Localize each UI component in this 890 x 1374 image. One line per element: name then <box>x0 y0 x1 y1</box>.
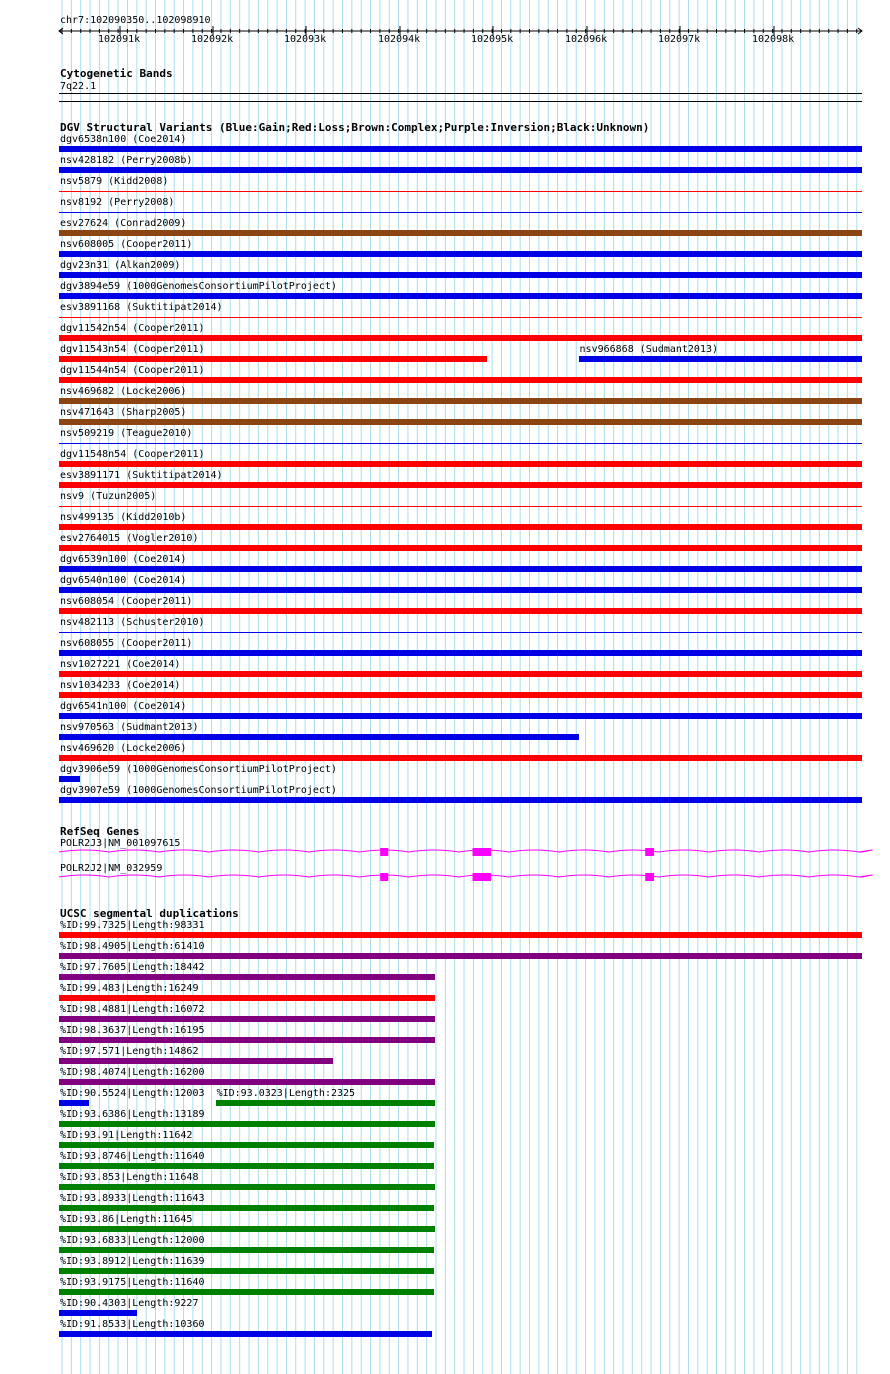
segdup-feature-label[interactable]: %ID:93.8933|Length:11643 <box>60 1193 205 1204</box>
segdup-feature-label[interactable]: %ID:97.571|Length:14862 <box>60 1046 199 1057</box>
dgv-feature-label[interactable]: nsv608054 (Cooper2011) <box>60 596 193 607</box>
dgv-feature-bar[interactable] <box>59 317 862 318</box>
dgv-feature-bar[interactable] <box>59 335 862 341</box>
refseq-exon[interactable] <box>473 848 491 856</box>
dgv-feature-label[interactable]: dgv6540n100 (Coe2014) <box>60 575 187 586</box>
dgv-feature-label[interactable]: nsv608055 (Cooper2011) <box>60 638 193 649</box>
segdup-feature-bar[interactable] <box>59 1016 435 1022</box>
dgv-feature-label[interactable]: nsv1034233 (Coe2014) <box>60 680 181 691</box>
dgv-track-title: DGV Structural Variants (Blue:Gain;Red:Loss;Brown:Complex;Purple:Inversion;Black:Unknown) <box>60 121 650 134</box>
dgv-feature-bar[interactable] <box>59 146 862 152</box>
segdup-feature-label[interactable]: %ID:93.6386|Length:13189 <box>60 1109 205 1120</box>
segdup-feature-label[interactable]: %ID:98.4074|Length:16200 <box>60 1067 205 1078</box>
refseq-gene-label[interactable]: POLR2J3|NM_001097615 <box>60 838 181 849</box>
dgv-feature-bar[interactable] <box>59 443 862 444</box>
segdup-feature-label[interactable]: %ID:99.483|Length:16249 <box>60 983 199 994</box>
dgv-feature-bar[interactable] <box>59 713 862 719</box>
ruler-tick-label: 102095k <box>471 34 514 45</box>
dgv-feature-bar[interactable] <box>59 734 579 740</box>
dgv-feature-bar[interactable] <box>59 797 862 803</box>
dgv-feature-bar[interactable] <box>59 461 862 467</box>
segdup-feature-label[interactable]: %ID:93.853|Length:11648 <box>60 1172 199 1183</box>
dgv-feature-label[interactable]: dgv6539n100 (Coe2014) <box>60 554 187 565</box>
ruler-tick-label: 102091k <box>98 34 141 45</box>
dgv-feature-bar[interactable] <box>59 398 862 404</box>
refseq-track-title: RefSeq Genes <box>60 825 140 838</box>
segdup-feature-label[interactable]: %ID:90.5524|Length:12003 <box>60 1088 205 1099</box>
dgv-feature-label[interactable]: esv3891168 (Suktitipat2014) <box>60 302 223 313</box>
dgv-feature-label[interactable]: dgv6541n100 (Coe2014) <box>60 701 187 712</box>
dgv-feature-label[interactable]: dgv3907e59 (1000GenomesConsortiumPilotProject) <box>60 785 337 796</box>
dgv-feature-bar[interactable] <box>59 191 862 192</box>
dgv-feature-bar[interactable] <box>59 230 862 236</box>
dgv-feature-label[interactable]: nsv469682 (Locke2006) <box>60 386 187 397</box>
segdup-feature-bar[interactable] <box>59 1226 435 1232</box>
dgv-feature-bar[interactable] <box>59 482 862 488</box>
dgv-feature-label[interactable]: nsv970563 (Sudmant2013) <box>60 722 199 733</box>
segdup-feature-label[interactable]: %ID:93.9175|Length:11640 <box>60 1277 205 1288</box>
segdup-feature-bar[interactable] <box>59 995 435 1001</box>
dgv-feature-bar[interactable] <box>59 755 862 761</box>
segdup-feature-bar[interactable] <box>59 1121 435 1127</box>
segdup-feature-bar[interactable] <box>59 1142 434 1148</box>
refseq-gene-label[interactable]: POLR2J2|NM_032959 <box>60 863 163 874</box>
dgv-feature-bar[interactable] <box>59 251 862 257</box>
dgv-feature-label[interactable]: nsv428182 (Perry2008b) <box>60 155 193 166</box>
cytoband-label: 7q22.1 <box>60 81 97 92</box>
refseq-exon[interactable] <box>645 848 654 856</box>
refseq-intron-line <box>59 875 872 877</box>
ruler-tick-label: 102096k <box>565 34 608 45</box>
dgv-feature-label[interactable]: dgv3894e59 (1000GenomesConsortiumPilotProject) <box>60 281 337 292</box>
dgv-feature-bar[interactable] <box>59 566 862 572</box>
segdup-feature-bar[interactable] <box>59 1289 434 1295</box>
dgv-feature-bar[interactable] <box>59 524 862 530</box>
dgv-feature-bar[interactable] <box>59 671 862 677</box>
dgv-feature-label[interactable]: dgv11548n54 (Cooper2011) <box>60 449 205 460</box>
ruler-tick-label: 102092k <box>191 34 234 45</box>
dgv-feature-bar[interactable] <box>59 545 862 551</box>
ruler-location: chr7:102090350..102098910 <box>60 15 211 26</box>
dgv-feature-bar[interactable] <box>59 776 80 782</box>
segdup-feature-label[interactable]: %ID:93.86|Length:11645 <box>60 1214 193 1225</box>
segdup-feature-bar[interactable] <box>59 1205 434 1211</box>
dgv-feature-bar[interactable] <box>59 356 487 362</box>
segdup-feature-bar[interactable] <box>59 1079 435 1085</box>
segdup-feature-label[interactable]: %ID:98.4881|Length:16072 <box>60 1004 205 1015</box>
segdup-feature-label[interactable]: %ID:90.4303|Length:9227 <box>60 1298 199 1309</box>
dgv-feature-bar[interactable] <box>59 506 862 507</box>
dgv-feature-bar[interactable] <box>59 167 862 173</box>
segdup-feature-bar[interactable] <box>59 953 862 959</box>
segdup-feature-bar[interactable] <box>59 1268 434 1274</box>
dgv-feature-label[interactable]: nsv608005 (Cooper2011) <box>60 239 193 250</box>
refseq-exon[interactable] <box>380 873 388 881</box>
segdup-feature-label[interactable]: %ID:91.8533|Length:10360 <box>60 1319 205 1330</box>
dgv-feature-bar[interactable] <box>59 650 862 656</box>
segdup-feature-label[interactable]: %ID:99.7325|Length:98331 <box>60 920 205 931</box>
dgv-feature-bar[interactable] <box>59 419 862 425</box>
dgv-feature-bar[interactable] <box>59 632 862 633</box>
dgv-feature-label[interactable]: nsv9 (Tuzun2005) <box>60 491 157 502</box>
segdup-feature-label[interactable]: %ID:93.8746|Length:11640 <box>60 1151 205 1162</box>
dgv-feature-bar[interactable] <box>59 692 862 698</box>
dgv-feature-label[interactable]: dgv3906e59 (1000GenomesConsortiumPilotProject) <box>60 764 337 775</box>
segdup-feature-bar[interactable] <box>59 1163 434 1169</box>
dgv-feature-label[interactable]: dgv23n31 (Alkan2009) <box>60 260 181 271</box>
dgv-feature-label[interactable]: nsv1027221 (Coe2014) <box>60 659 181 670</box>
dgv-feature-label[interactable]: nsv966868 (Sudmant2013) <box>579 344 719 355</box>
dgv-feature-label[interactable]: esv2764015 (Vogler2010) <box>60 533 199 544</box>
dgv-feature-label[interactable]: nsv8192 (Perry2008) <box>60 197 175 208</box>
dgv-feature-label[interactable]: nsv469620 (Locke2006) <box>60 743 187 754</box>
segdup-feature-bar[interactable] <box>59 932 862 938</box>
dgv-feature-label[interactable]: esv27624 (Conrad2009) <box>60 218 187 229</box>
cytoband-line <box>59 93 862 94</box>
segdup-feature-label[interactable]: %ID:98.3637|Length:16195 <box>60 1025 205 1036</box>
segdup-feature-label[interactable]: %ID:97.7605|Length:18442 <box>60 962 205 973</box>
cytoband-line-lower <box>59 101 862 102</box>
ruler-tick-label: 102093k <box>284 34 327 45</box>
ruler-tick-label: 102094k <box>378 34 421 45</box>
dgv-feature-bar[interactable] <box>59 212 862 213</box>
refseq-exon[interactable] <box>645 873 654 881</box>
dgv-feature-label[interactable]: nsv509219 (Teague2010) <box>60 428 193 439</box>
segdup-feature-bar[interactable] <box>59 1247 434 1253</box>
ruler-tick-label: 102098k <box>752 34 795 45</box>
ruler-tick-label: 102097k <box>658 34 701 45</box>
segdup-feature-label[interactable]: %ID:93.6833|Length:12000 <box>60 1235 205 1246</box>
dgv-feature-bar[interactable] <box>59 272 862 278</box>
segdup-feature-label[interactable]: %ID:93.0323|Length:2325 <box>216 1088 356 1099</box>
refseq-exon[interactable] <box>380 848 388 856</box>
dgv-feature-bar[interactable] <box>59 608 862 614</box>
segdup-feature-bar[interactable] <box>59 1100 89 1106</box>
dgv-feature-label[interactable]: nsv482113 (Schuster2010) <box>60 617 205 628</box>
segdup-feature-bar[interactable] <box>59 974 435 980</box>
segdup-feature-bar[interactable] <box>216 1100 435 1106</box>
dgv-feature-label[interactable]: nsv471643 (Sharp2005) <box>60 407 187 418</box>
dgv-feature-bar[interactable] <box>59 377 862 383</box>
segdup-feature-bar[interactable] <box>59 1184 435 1190</box>
dgv-feature-label[interactable]: nsv5879 (Kidd2008) <box>60 176 169 187</box>
refseq-intron-line <box>59 850 872 852</box>
segdup-feature-bar[interactable] <box>59 1058 333 1064</box>
dgv-feature-bar[interactable] <box>59 293 862 299</box>
dgv-feature-label[interactable]: dgv6538n100 (Coe2014) <box>60 134 187 145</box>
dgv-feature-bar[interactable] <box>59 587 862 593</box>
dgv-feature-label[interactable]: esv3891171 (Suktitipat2014) <box>60 470 223 481</box>
refseq-exon[interactable] <box>473 873 491 881</box>
dgv-feature-label[interactable]: dgv11543n54 (Cooper2011) <box>60 344 205 355</box>
dgv-feature-label[interactable]: dgv11542n54 (Cooper2011) <box>60 323 205 334</box>
segdup-feature-label[interactable]: %ID:98.4905|Length:61410 <box>60 941 205 952</box>
segdup-track-title: UCSC segmental duplications <box>60 907 239 920</box>
dgv-feature-label[interactable]: nsv499135 (Kidd2010b) <box>60 512 187 523</box>
segdup-feature-bar[interactable] <box>59 1331 432 1337</box>
segdup-feature-bar[interactable] <box>59 1037 435 1043</box>
cytoband-track-title: Cytogenetic Bands <box>60 67 173 80</box>
dgv-feature-bar[interactable] <box>579 356 862 362</box>
dgv-feature-label[interactable]: dgv11544n54 (Cooper2011) <box>60 365 205 376</box>
segdup-feature-bar[interactable] <box>59 1310 137 1316</box>
segdup-feature-label[interactable]: %ID:93.8912|Length:11639 <box>60 1256 205 1267</box>
segdup-feature-label[interactable]: %ID:93.91|Length:11642 <box>60 1130 193 1141</box>
